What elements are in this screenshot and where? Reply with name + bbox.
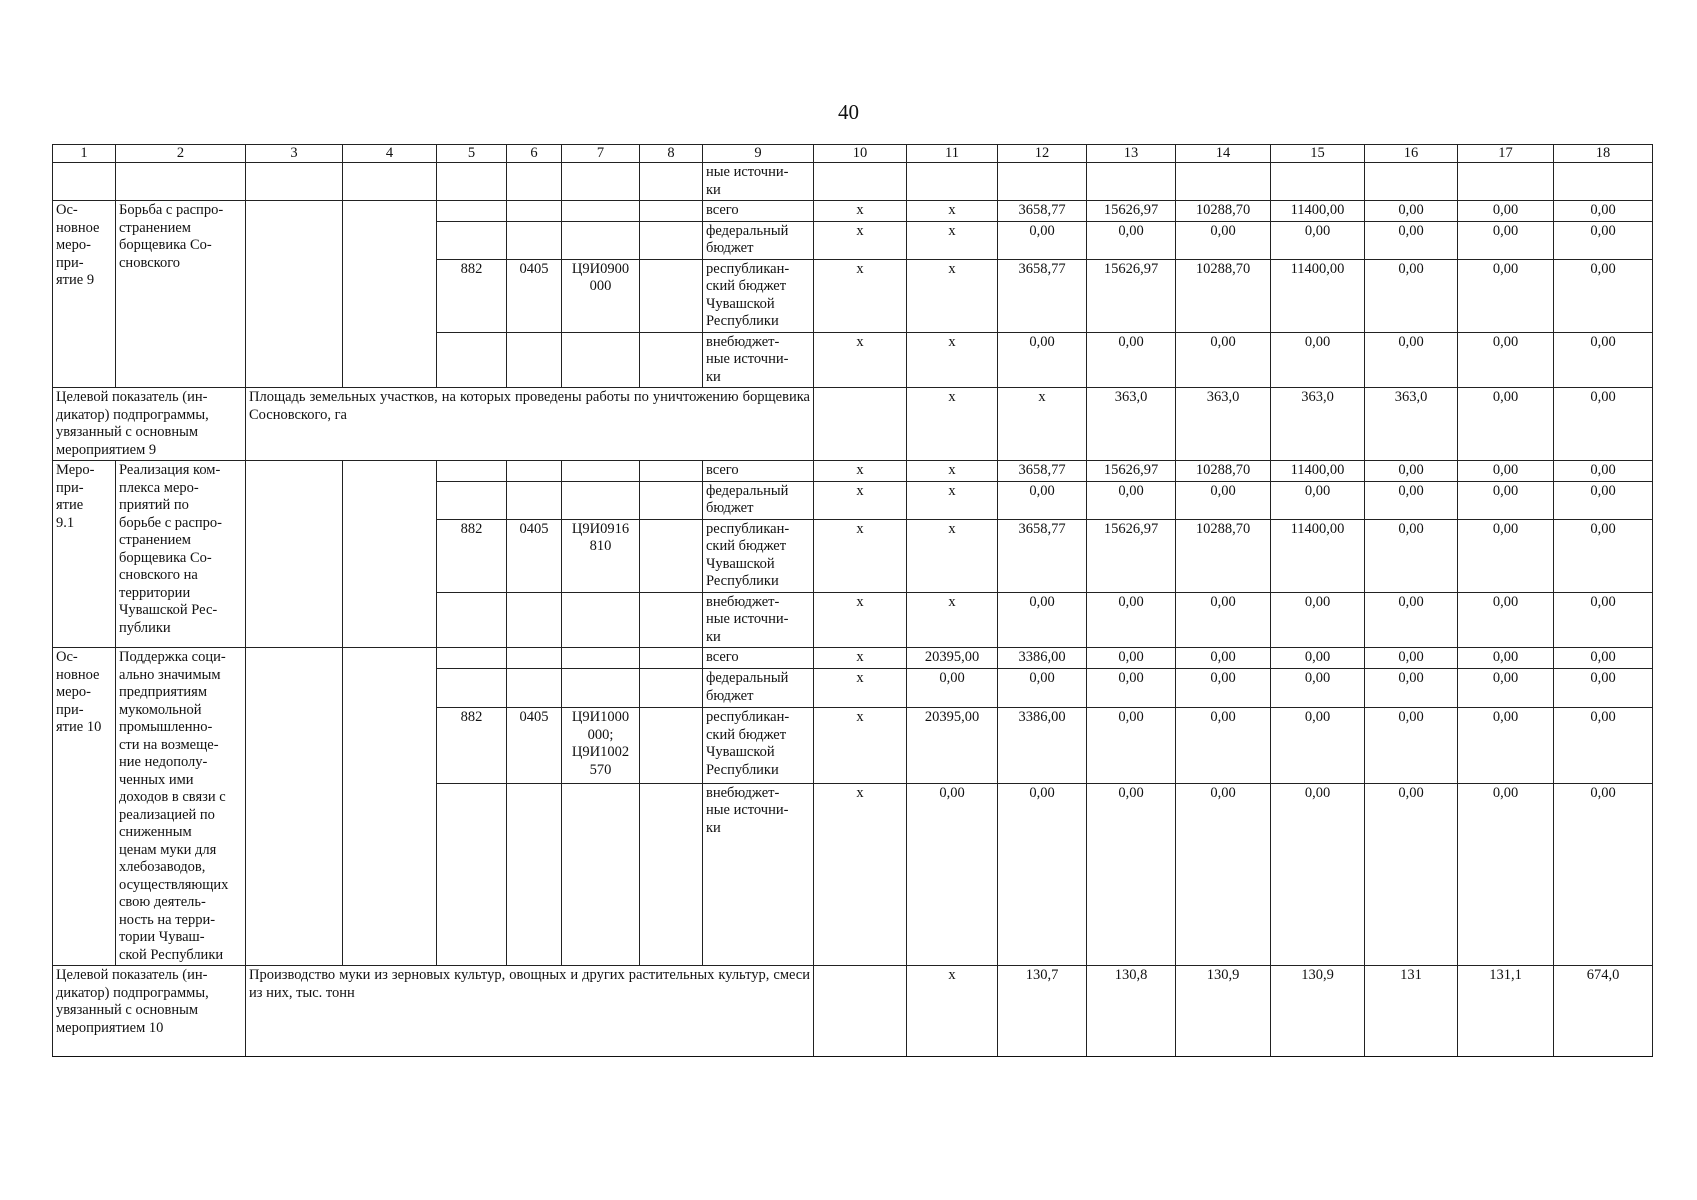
value-cell-col-11: x <box>907 519 998 592</box>
value-cell-col-17: 0,00 <box>1458 592 1554 648</box>
value-cell-col-10: x <box>814 519 907 592</box>
value-cell-col-14: 0,00 <box>1176 332 1271 388</box>
vr-cell <box>640 648 703 669</box>
table-row <box>53 388 1653 461</box>
value-cell-col-13: 15626,97 <box>1087 259 1176 332</box>
empty-cell <box>1554 163 1653 201</box>
value-cell-col-15: 0,00 <box>1271 648 1365 669</box>
rzpr-cell <box>507 332 562 388</box>
value-cell-col-17: 674,0 <box>1554 966 1653 1057</box>
rzpr-cell <box>507 592 562 648</box>
value-cell-col-15: 11400,00 <box>1271 519 1365 592</box>
empty-cell <box>246 163 343 201</box>
value-cell-col-18: 0,00 <box>1554 259 1653 332</box>
grbs-cell: 882 <box>437 708 507 783</box>
value-cell-col-18: 0,00 <box>1554 783 1653 965</box>
rzpr-cell: 0405 <box>507 519 562 592</box>
value-cell-col-11: x <box>907 481 998 519</box>
value-cell-col-10: x <box>814 708 907 783</box>
vr-cell <box>640 201 703 222</box>
indicator-label: Целевой показатель (ин- дикатор) подпрограммы, увязанный с основным мероприятием 10 <box>53 966 246 1057</box>
funding-source: внебюджет- ные источни- ки <box>703 592 814 648</box>
value-cell-col-13: 0,00 <box>1087 481 1176 519</box>
value-cell-col-14: 0,00 <box>1176 783 1271 965</box>
value-cell-col-14: 0,00 <box>1176 648 1271 669</box>
value-cell-col-17: 0,00 <box>1458 259 1554 332</box>
value-cell-col-12: 3386,00 <box>998 648 1087 669</box>
value-cell-col-14: 0,00 <box>1176 669 1271 708</box>
value-cell-col-17: 0,00 <box>1554 388 1653 461</box>
value-cell-col-17: 0,00 <box>1458 461 1554 482</box>
value-cell-col-10: x <box>814 332 907 388</box>
value-cell-col-12: 0,00 <box>998 783 1087 965</box>
column-number: 1 <box>53 145 116 163</box>
empty-cell <box>1176 163 1271 201</box>
csr-cell <box>562 201 640 222</box>
column-number: 12 <box>998 145 1087 163</box>
csr-cell <box>562 221 640 259</box>
value-cell-col-14: 10288,70 <box>1176 461 1271 482</box>
grbs-cell <box>437 461 507 482</box>
csr-cell <box>562 648 640 669</box>
measure-title: Реализация ком- плекса меро- приятий по борьбе с распро- странением борщевика Со- сновского на территории Чувашской Рес- публики <box>116 461 246 648</box>
measure-label: Ос- новное меро- при- ятие 9 <box>53 201 116 388</box>
csr-cell <box>562 163 640 201</box>
value-cell-col-17: 0,00 <box>1458 221 1554 259</box>
value-cell-col-15: 0,00 <box>1271 332 1365 388</box>
value-cell-col-16: 0,00 <box>1458 388 1554 461</box>
vr-cell <box>640 163 703 201</box>
grbs-cell <box>437 783 507 965</box>
value-cell-col-10: x <box>814 592 907 648</box>
value-cell-col-14: 130,9 <box>1271 966 1365 1057</box>
value-cell-col-16: 0,00 <box>1365 332 1458 388</box>
value-cell-col-14: 0,00 <box>1176 221 1271 259</box>
table-row <box>53 648 1653 669</box>
coexecutor-cell <box>343 461 437 648</box>
vr-cell <box>640 259 703 332</box>
value-cell-col-18: 0,00 <box>1554 592 1653 648</box>
coexecutor-cell <box>343 201 437 388</box>
value-cell-col-17: 0,00 <box>1458 332 1554 388</box>
table-row <box>53 163 1653 201</box>
indicator-description: Производство муки из зерновых культур, овощных и других растительных культур, смеси из них, тыс. тонн <box>246 966 814 1057</box>
empty-cell <box>998 163 1087 201</box>
value-cell-col-16: 0,00 <box>1365 783 1458 965</box>
csr-cell: Ц9И1000 000; Ц9И1002 570 <box>562 708 640 783</box>
value-cell-col-10: x <box>907 966 998 1057</box>
funding-source <box>814 388 907 461</box>
funding-source: всего <box>703 648 814 669</box>
executor-cell <box>246 648 343 966</box>
funding-source: республикан- ский бюджет Чувашской Республики <box>703 708 814 783</box>
vr-cell <box>640 669 703 708</box>
value-cell-col-15: 0,00 <box>1271 592 1365 648</box>
rzpr-cell <box>507 201 562 222</box>
value-cell-col-15: 11400,00 <box>1271 259 1365 332</box>
value-cell-col-15: 363,0 <box>1365 388 1458 461</box>
table-row <box>53 201 1653 222</box>
column-number: 14 <box>1176 145 1271 163</box>
value-cell-col-13: 0,00 <box>1087 708 1176 783</box>
grbs-cell <box>437 221 507 259</box>
funding-source: внебюджет- ные источни- ки <box>703 332 814 388</box>
csr-cell <box>562 481 640 519</box>
value-cell-col-10: x <box>814 461 907 482</box>
value-cell-col-13: 15626,97 <box>1087 519 1176 592</box>
value-cell-col-12: 0,00 <box>998 592 1087 648</box>
rzpr-cell: 0405 <box>507 259 562 332</box>
value-cell-col-13: 0,00 <box>1087 669 1176 708</box>
funding-source: всего <box>703 461 814 482</box>
vr-cell <box>640 332 703 388</box>
funding-source: федеральный бюджет <box>703 221 814 259</box>
value-cell-col-15: 0,00 <box>1271 669 1365 708</box>
measure-label: Меро- при- ятие 9.1 <box>53 461 116 648</box>
value-cell-col-11: x <box>907 332 998 388</box>
value-cell-col-12: 3658,77 <box>998 201 1087 222</box>
value-cell-col-12: 3658,77 <box>998 259 1087 332</box>
value-cell-col-18: 0,00 <box>1554 461 1653 482</box>
page-number: 40 <box>838 100 859 124</box>
value-cell-col-12: 130,8 <box>1087 966 1176 1057</box>
value-cell-col-12: 0,00 <box>998 481 1087 519</box>
grbs-cell <box>437 592 507 648</box>
value-cell-col-11: 20395,00 <box>907 708 998 783</box>
grbs-cell: 882 <box>437 519 507 592</box>
value-cell-col-11: x <box>907 259 998 332</box>
value-cell-col-16: 131,1 <box>1458 966 1554 1057</box>
executor-cell <box>246 461 343 648</box>
vr-cell <box>640 592 703 648</box>
value-cell-col-14: 10288,70 <box>1176 259 1271 332</box>
value-cell-col-10: x <box>814 648 907 669</box>
vr-cell <box>640 461 703 482</box>
value-cell-col-12: 0,00 <box>998 332 1087 388</box>
value-cell-col-11: x <box>998 388 1087 461</box>
column-number: 18 <box>1554 145 1653 163</box>
value-cell-col-11: x <box>907 592 998 648</box>
column-number: 16 <box>1365 145 1458 163</box>
value-cell-col-14: 10288,70 <box>1176 201 1271 222</box>
coexecutor-cell <box>343 648 437 966</box>
value-cell-col-17: 0,00 <box>1458 481 1554 519</box>
column-number: 4 <box>343 145 437 163</box>
value-cell-col-13: 130,9 <box>1176 966 1271 1057</box>
empty-cell <box>814 163 907 201</box>
measure-label: Ос- новное меро- при- ятие 10 <box>53 648 116 966</box>
column-number: 3 <box>246 145 343 163</box>
column-number: 9 <box>703 145 814 163</box>
value-cell-col-14: 0,00 <box>1176 481 1271 519</box>
value-cell-col-17: 0,00 <box>1458 708 1554 783</box>
value-cell-col-10: x <box>814 201 907 222</box>
vr-cell <box>640 708 703 783</box>
empty-cell <box>907 163 998 201</box>
value-cell-col-17: 0,00 <box>1458 669 1554 708</box>
rzpr-cell <box>507 669 562 708</box>
value-cell-col-13: 0,00 <box>1087 221 1176 259</box>
funding-source: республикан- ский бюджет Чувашской Республики <box>703 519 814 592</box>
value-cell-col-17: 0,00 <box>1458 519 1554 592</box>
measure-title: Поддержка соци- ально значимым предприятиям мукомольной промышленно- сти на возмеще- ние недополу- ченных ими доходов в связи с реализацией по сниженным ценам муки для хлебозаводов, осуществляющих свою деятель- ность на терри- тории Чуваш- ской Республики <box>116 648 246 966</box>
value-cell-col-10: x <box>814 221 907 259</box>
value-cell-col-16: 0,00 <box>1365 519 1458 592</box>
value-cell-col-15: 131 <box>1365 966 1458 1057</box>
grbs-cell: 882 <box>437 259 507 332</box>
rzpr-cell <box>507 481 562 519</box>
table-row <box>53 461 1653 482</box>
value-cell-col-17: 0,00 <box>1458 783 1554 965</box>
empty-cell <box>343 163 437 201</box>
value-cell-col-16: 0,00 <box>1365 461 1458 482</box>
table-row <box>53 966 1653 1057</box>
rzpr-cell <box>507 648 562 669</box>
value-cell-col-18: 0,00 <box>1554 648 1653 669</box>
rzpr-cell <box>507 783 562 965</box>
executor-cell <box>246 201 343 388</box>
empty-cell <box>1365 163 1458 201</box>
column-number: 6 <box>507 145 562 163</box>
empty-cell <box>1271 163 1365 201</box>
vr-cell <box>640 519 703 592</box>
csr-cell <box>562 783 640 965</box>
funding-source: всего <box>703 201 814 222</box>
value-cell-col-17: 0,00 <box>1458 201 1554 222</box>
value-cell-col-15: 0,00 <box>1271 481 1365 519</box>
empty-cell <box>53 163 116 201</box>
vr-cell <box>640 221 703 259</box>
rzpr-cell <box>507 461 562 482</box>
value-cell-col-15: 0,00 <box>1271 221 1365 259</box>
value-cell-col-13: 0,00 <box>1087 592 1176 648</box>
measure-title: Борьба с распро- странением борщевика Со- сновского <box>116 201 246 388</box>
value-cell-col-10: x <box>814 669 907 708</box>
value-cell-col-16: 0,00 <box>1365 201 1458 222</box>
value-cell-col-12: 363,0 <box>1087 388 1176 461</box>
indicator-description: Площадь земельных участков, на которых проведены работы по уничтожению борщевика Сосновского, га <box>246 388 814 461</box>
column-number: 5 <box>437 145 507 163</box>
value-cell-col-15: 11400,00 <box>1271 201 1365 222</box>
empty-cell <box>116 163 246 201</box>
value-cell-col-11: x <box>907 221 998 259</box>
grbs-cell <box>437 648 507 669</box>
csr-cell <box>562 332 640 388</box>
funding-source: ные источни- ки <box>703 163 814 201</box>
empty-cell <box>1087 163 1176 201</box>
value-cell-col-12: 0,00 <box>998 221 1087 259</box>
value-cell-col-11: 0,00 <box>907 783 998 965</box>
value-cell-col-11: x <box>907 201 998 222</box>
value-cell-col-16: 0,00 <box>1365 669 1458 708</box>
value-cell-col-12: 3658,77 <box>998 519 1087 592</box>
vr-cell <box>640 783 703 965</box>
value-cell-col-10: x <box>814 259 907 332</box>
rzpr-cell: 0405 <box>507 708 562 783</box>
column-number: 15 <box>1271 145 1365 163</box>
column-number: 7 <box>562 145 640 163</box>
grbs-cell <box>437 163 507 201</box>
column-number: 17 <box>1458 145 1554 163</box>
funding-source: республикан- ский бюджет Чувашской Республики <box>703 259 814 332</box>
column-number: 2 <box>116 145 246 163</box>
csr-cell: Ц9И0900 000 <box>562 259 640 332</box>
value-cell-col-10: x <box>814 783 907 965</box>
value-cell-col-18: 0,00 <box>1554 332 1653 388</box>
value-cell-col-18: 0,00 <box>1554 201 1653 222</box>
grbs-cell <box>437 332 507 388</box>
column-number: 8 <box>640 145 703 163</box>
value-cell-col-16: 0,00 <box>1365 221 1458 259</box>
value-cell-col-16: 0,00 <box>1365 259 1458 332</box>
value-cell-col-15: 11400,00 <box>1271 461 1365 482</box>
csr-cell <box>562 461 640 482</box>
value-cell-col-11: x <box>907 461 998 482</box>
value-cell-col-13: 0,00 <box>1087 648 1176 669</box>
column-number: 11 <box>907 145 998 163</box>
value-cell-col-13: 15626,97 <box>1087 461 1176 482</box>
value-cell-col-13: 0,00 <box>1087 332 1176 388</box>
value-cell-col-13: 0,00 <box>1087 783 1176 965</box>
value-cell-col-15: 0,00 <box>1271 783 1365 965</box>
csr-cell <box>562 592 640 648</box>
value-cell-col-17: 0,00 <box>1458 648 1554 669</box>
value-cell-col-18: 0,00 <box>1554 669 1653 708</box>
grbs-cell <box>437 481 507 519</box>
value-cell-col-16: 0,00 <box>1365 481 1458 519</box>
value-cell-col-14: 363,0 <box>1271 388 1365 461</box>
value-cell-col-16: 0,00 <box>1365 708 1458 783</box>
value-cell-col-12: 3386,00 <box>998 708 1087 783</box>
value-cell-col-14: 0,00 <box>1176 592 1271 648</box>
indicator-label: Целевой показатель (ин- дикатор) подпрограммы, увязанный с основным мероприятием 9 <box>53 388 246 461</box>
value-cell-col-16: 0,00 <box>1365 648 1458 669</box>
value-cell-col-11: 130,7 <box>998 966 1087 1057</box>
value-cell-col-13: 363,0 <box>1176 388 1271 461</box>
grbs-cell <box>437 201 507 222</box>
value-cell-col-18: 0,00 <box>1554 221 1653 259</box>
value-cell-col-18: 0,00 <box>1554 481 1653 519</box>
csr-cell: Ц9И0916 810 <box>562 519 640 592</box>
value-cell-col-11: 20395,00 <box>907 648 998 669</box>
funding-source <box>814 966 907 1057</box>
value-cell-col-10: x <box>907 388 998 461</box>
value-cell-col-13: 15626,97 <box>1087 201 1176 222</box>
value-cell-col-10: x <box>814 481 907 519</box>
value-cell-col-12: 3658,77 <box>998 461 1087 482</box>
value-cell-col-14: 10288,70 <box>1176 519 1271 592</box>
column-number: 13 <box>1087 145 1176 163</box>
funding-source: федеральный бюджет <box>703 669 814 708</box>
rzpr-cell <box>507 163 562 201</box>
vr-cell <box>640 481 703 519</box>
empty-cell <box>1458 163 1554 201</box>
funding-source: федеральный бюджет <box>703 481 814 519</box>
grbs-cell <box>437 669 507 708</box>
value-cell-col-18: 0,00 <box>1554 708 1653 783</box>
value-cell-col-15: 0,00 <box>1271 708 1365 783</box>
value-cell-col-12: 0,00 <box>998 669 1087 708</box>
value-cell-col-16: 0,00 <box>1365 592 1458 648</box>
value-cell-col-14: 0,00 <box>1176 708 1271 783</box>
budget-table <box>52 144 1653 1057</box>
column-number: 10 <box>814 145 907 163</box>
value-cell-col-18: 0,00 <box>1554 519 1653 592</box>
funding-source: внебюджет- ные источни- ки <box>703 783 814 965</box>
csr-cell <box>562 669 640 708</box>
value-cell-col-11: 0,00 <box>907 669 998 708</box>
column-number-row <box>53 145 1653 163</box>
rzpr-cell <box>507 221 562 259</box>
